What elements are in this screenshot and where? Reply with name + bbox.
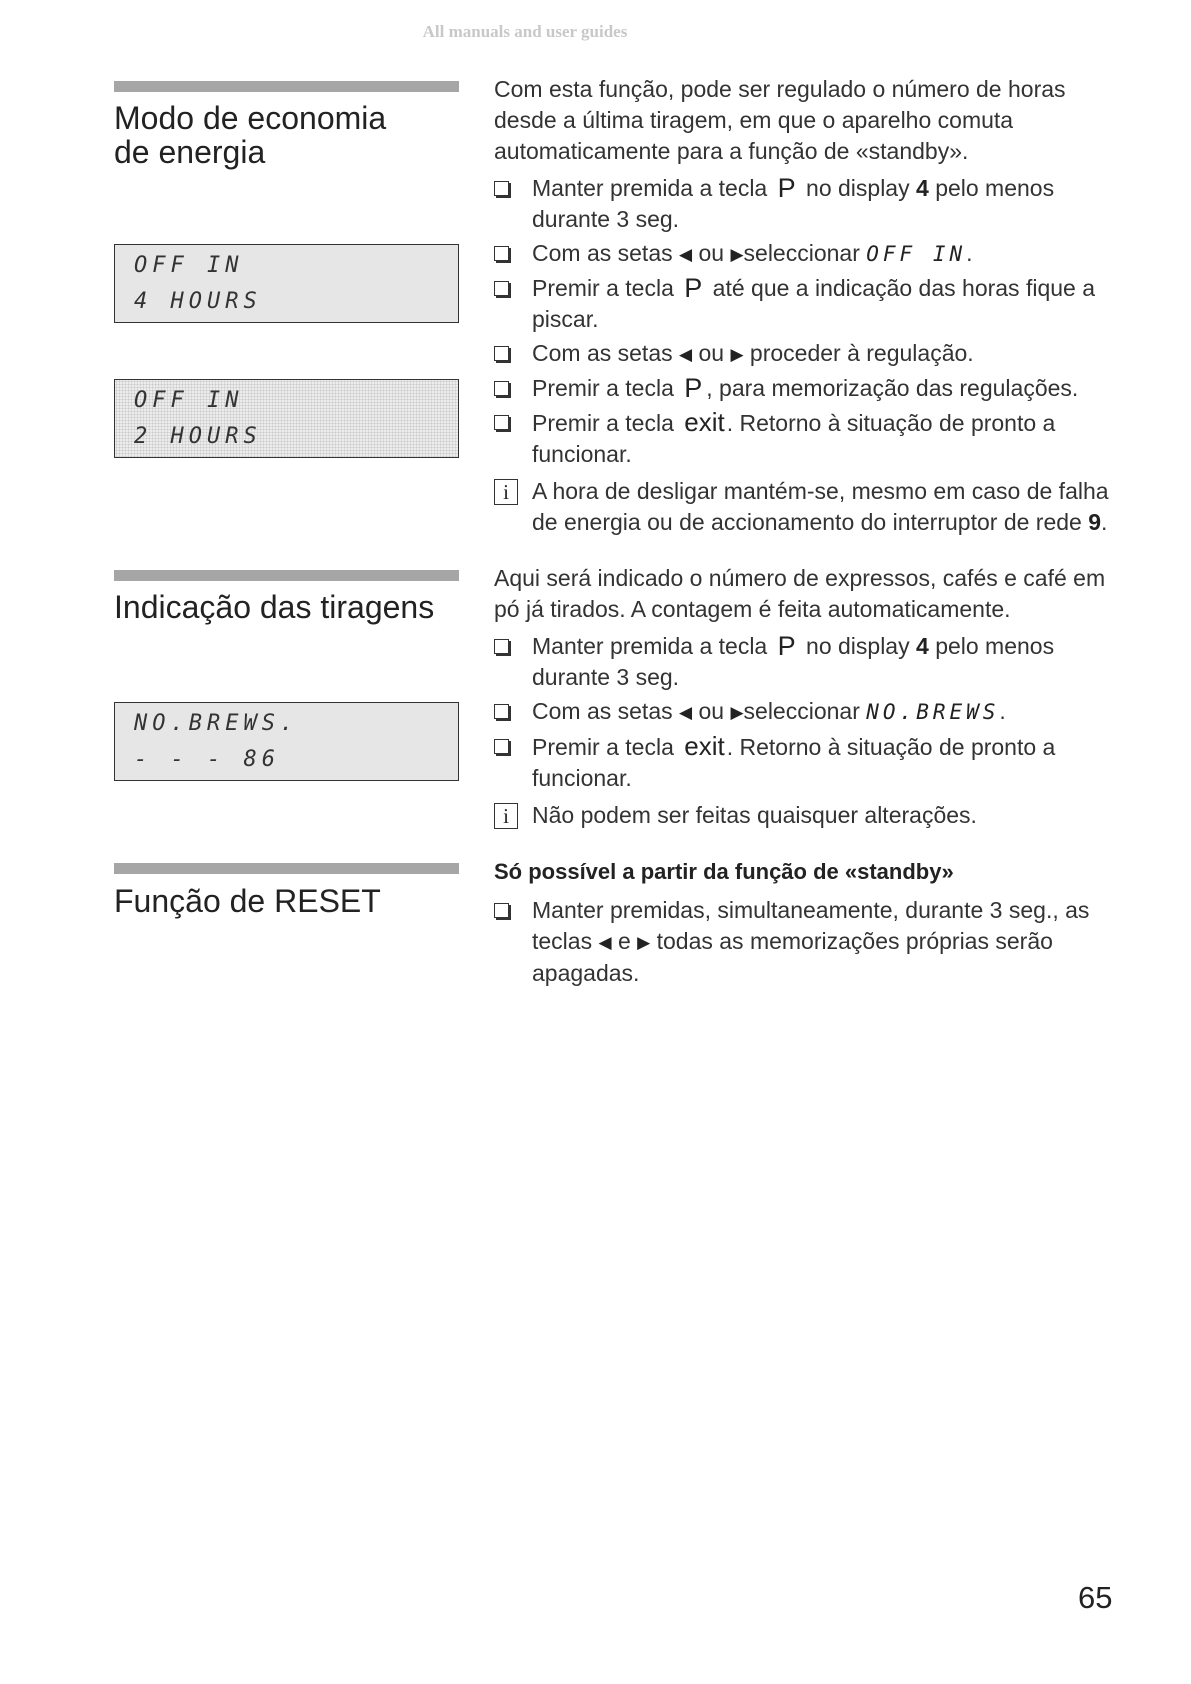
arrow-left-icon: ◀: [598, 933, 612, 952]
step-text: ou: [698, 698, 725, 724]
arrow-left-icon: ◀: [679, 703, 693, 722]
step-text: .: [966, 240, 973, 266]
lcd-line-2: 2 HOURS: [134, 424, 262, 449]
heading-energy-mode: [114, 101, 386, 169]
lcd-line-1: OFF IN: [134, 253, 244, 278]
step-text: Com as setas: [532, 698, 673, 724]
step-text: seleccionar: [743, 240, 860, 266]
step-text: , para memorização das regulações.: [706, 375, 1079, 401]
list-item: [494, 895, 1114, 989]
arrow-right-icon: ▶: [730, 703, 744, 722]
checkbox-bullet-icon: [494, 346, 509, 361]
exit-key-icon: exit: [684, 731, 725, 761]
arrow-left-icon: ◀: [679, 245, 693, 264]
info-note: [494, 800, 1114, 831]
list-item: [494, 373, 1114, 404]
checkbox-bullet-icon: [494, 246, 509, 261]
heading-brew-counter: Indicação das tiragens: [114, 589, 435, 625]
step-text: Premir a tecla: [532, 734, 674, 760]
step-text: Manter premida a tecla: [532, 633, 768, 659]
list-item: [494, 173, 1114, 235]
arrow-right-icon: ▶: [730, 245, 744, 264]
page-number: 65: [1078, 1580, 1113, 1615]
p-key-icon: P: [684, 273, 703, 303]
lcd-line-2: 4 HOURS: [134, 289, 262, 314]
segment-code: NO.BREWS: [866, 700, 1000, 724]
checkbox-bullet-icon: [494, 181, 509, 196]
p-key-icon: P: [684, 373, 703, 403]
checkbox-bullet-icon: [494, 739, 509, 754]
step-text: . Retorno à situação de pronto a funcionar.: [532, 734, 1056, 791]
step-text: proceder à regulação.: [749, 340, 974, 366]
checkbox-bullet-icon: [494, 639, 509, 654]
step-text: Premir a tecla: [532, 375, 674, 401]
step-text: Com as setas: [532, 240, 673, 266]
step-text: seleccionar: [743, 698, 860, 724]
lcd-line-1: NO.BREWS.: [134, 711, 299, 736]
switch-ref-number: 9: [1088, 509, 1102, 535]
note-text: A hora de desligar mantém-se, mesmo em caso de falha de energia ou de accionamento do interruptor de rede: [532, 478, 1109, 535]
display-ref-number: 4: [916, 175, 929, 201]
checkbox-bullet-icon: [494, 704, 509, 719]
step-text: pelo menos durante 3 seg.: [532, 633, 1055, 690]
list-item: [494, 696, 1114, 728]
list-item: [494, 731, 1114, 794]
arrow-right-icon: ▶: [730, 345, 744, 364]
step-text: todas as memorizações próprias serão apagadas.: [532, 928, 1053, 986]
info-icon: i: [494, 479, 518, 505]
heading-reset: Função de RESET: [114, 883, 381, 919]
p-key-icon: P: [777, 173, 796, 203]
section-divider-energy: [114, 81, 459, 92]
exit-key-icon: exit: [684, 407, 725, 437]
heading-energy-line1: Modo de economia: [114, 100, 387, 136]
info-icon: i: [494, 803, 518, 829]
p-key-icon: P: [777, 631, 796, 661]
checkbox-bullet-icon: [494, 415, 509, 430]
list-item: [494, 238, 1114, 270]
step-text: .: [999, 698, 1006, 724]
step-text: Manter premidas, simultaneamente, durante 3 seg., as teclas: [532, 897, 1090, 954]
step-text: no display: [806, 633, 910, 659]
list-item: [494, 273, 1114, 335]
step-text: . Retorno à situação de pronto a funcionar.: [532, 410, 1056, 467]
step-text: no display: [806, 175, 910, 201]
step-text: Manter premida a tecla: [532, 175, 768, 201]
lcd-line-2: - - - 86: [134, 747, 280, 772]
checkbox-bullet-icon: [494, 381, 509, 396]
step-text: Premir a tecla: [532, 410, 674, 436]
display-ref-number: 4: [916, 633, 929, 659]
energy-intro: Com esta função, pode ser regulado o número de horas desde a última tiragem, em que o aparelho comuta automaticamente para a função de «standby».: [494, 76, 1066, 164]
watermark: All manuals and user guides: [422, 22, 628, 41]
heading-energy-line2: de energia: [114, 134, 266, 170]
step-text: até que a indicação das horas fique a piscar.: [532, 275, 1096, 332]
step-text: e: [617, 928, 631, 954]
brew-counter-content: [494, 563, 1114, 831]
step-text: Com as setas: [532, 340, 673, 366]
step-text: pelo menos durante 3 seg.: [532, 175, 1055, 232]
reset-content: [494, 856, 1114, 992]
lcd-display-off-in-4-hours: [114, 244, 459, 323]
checkbox-bullet-icon: [494, 903, 509, 918]
section-divider-brews: [114, 570, 459, 581]
step-text: Premir a tecla: [532, 275, 674, 301]
step-text: ou: [698, 340, 725, 366]
list-item: [494, 631, 1114, 693]
arrow-left-icon: ◀: [679, 345, 693, 364]
info-note: [494, 476, 1114, 538]
list-item: [494, 407, 1114, 470]
brews-intro: Aqui será indicado o número de expressos, cafés e café em pó já tirados. A contagem é feita automaticamente.: [494, 565, 1106, 622]
note-text: .: [1101, 509, 1108, 535]
reset-subheading: Só possível a partir da função de «standby»: [494, 859, 954, 884]
step-text: ou: [698, 240, 725, 266]
lcd-display-no-brews: [114, 702, 459, 781]
note-text: Não podem ser feitas quaisquer alterações.: [532, 802, 977, 828]
segment-code: OFF IN: [866, 242, 967, 266]
lcd-line-1: OFF IN: [134, 388, 244, 413]
energy-mode-content: [494, 74, 1114, 538]
section-divider-reset: [114, 863, 459, 874]
lcd-display-off-in-2-hours: [114, 379, 459, 458]
checkbox-bullet-icon: [494, 281, 509, 296]
list-item: [494, 338, 1114, 370]
arrow-right-icon: ▶: [637, 933, 651, 952]
